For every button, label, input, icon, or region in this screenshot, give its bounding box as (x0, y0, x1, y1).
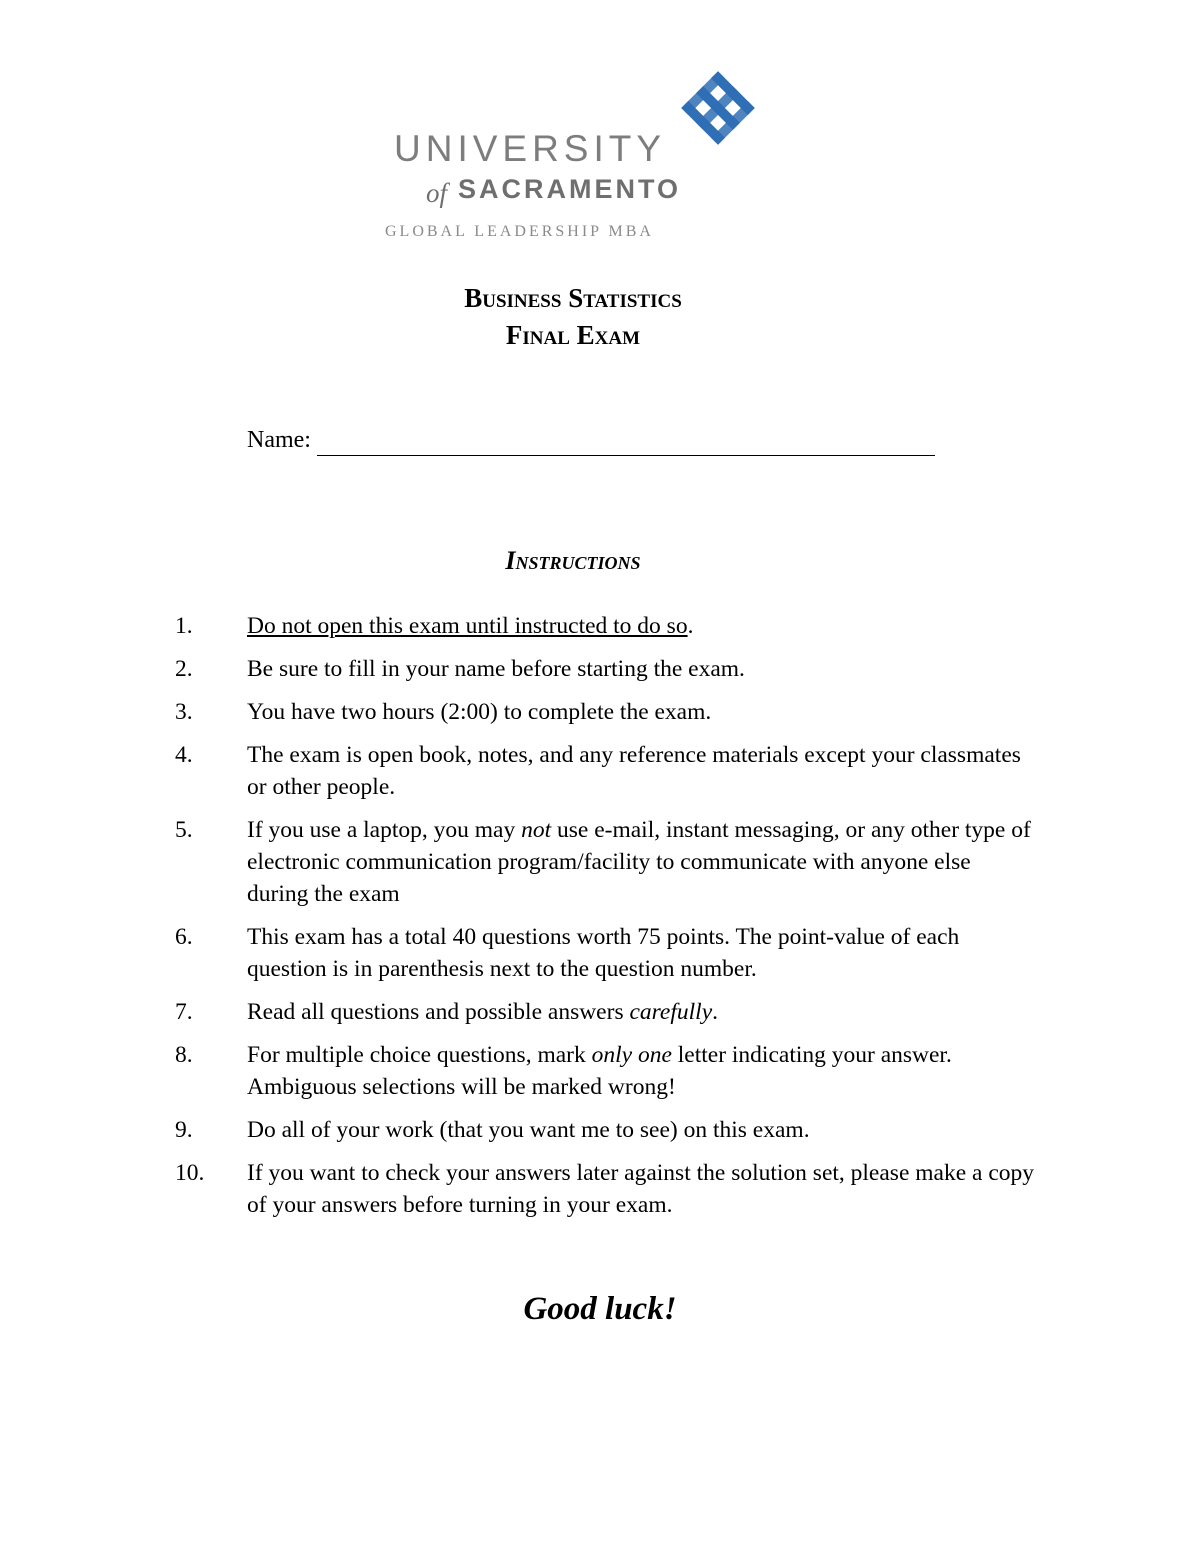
list-item-number: 2. (175, 656, 193, 682)
list-item-text: Be sure to fill in your name before starting the exam. (247, 656, 745, 682)
logo-of-text: of (426, 178, 448, 208)
list-item (0, 1039, 1037, 1103)
list-item (0, 653, 1037, 685)
list-item (0, 696, 1037, 728)
list-item-number: 10. (175, 1160, 205, 1186)
list-item-text: only one (591, 1042, 672, 1068)
course-title: Business Statistics (464, 283, 682, 313)
list-item-text: not (521, 817, 552, 843)
list-item-number: 9. (175, 1117, 193, 1143)
list-item-text: If you use a laptop, you may (247, 817, 522, 843)
logo-university-text: UNIVERSITY (394, 128, 667, 169)
exam-type-title: Final Exam (505, 320, 641, 350)
list-item (0, 1157, 1037, 1221)
instructions-heading: Instructions (505, 546, 641, 575)
list-item (0, 921, 1037, 985)
list-item-text: carefully (629, 999, 713, 1025)
list-item-number: 3. (175, 699, 193, 725)
logo-program-text: GLOBAL LEADERSHIP MBA (385, 223, 654, 240)
list-item-text: The exam is open book, notes, and any reference materials except your classmates or other people. (247, 742, 1021, 800)
name-field-row (247, 424, 935, 456)
woven-square-logo-icon (678, 68, 758, 148)
list-item-text: Do not open this exam until instructed to do so (247, 613, 688, 639)
logo-sacramento-text: SACRAMENTO (458, 174, 682, 204)
list-item-text: This exam has a total 40 questions worth 75 points. The point-value of each question is in parenthesis next to the question number. (247, 924, 960, 982)
university-logo (380, 68, 780, 248)
list-item-text: For multiple choice questions, mark (247, 1042, 592, 1068)
list-item (0, 814, 1037, 910)
list-item-number: 1. (175, 613, 193, 639)
list-item-number: 5. (175, 817, 193, 843)
list-item-number: 7. (175, 999, 193, 1025)
list-item-number: 4. (175, 742, 193, 768)
good-luck-text: Good luck! (523, 1291, 677, 1327)
list-item (0, 739, 1037, 803)
exam-title (0, 280, 1146, 354)
list-item (0, 610, 1037, 642)
list-item-text: You have two hours (2:00) to complete the exam. (247, 699, 712, 725)
list-item-text: . (712, 999, 718, 1025)
list-item-text: Do all of your work (that you want me to see) on this exam. (247, 1117, 810, 1143)
instructions-list (0, 610, 1200, 1232)
name-blank-line[interactable] (317, 429, 935, 456)
list-item-text: use e-mail, instant messaging, or any other type of electronic communication program/facility to communicate with anyone else during the exam (247, 817, 1031, 907)
list-item (0, 1114, 1037, 1146)
list-item-text: letter indicating your answer. Ambiguous selections will be marked wrong! (247, 1042, 952, 1100)
list-item (0, 996, 1037, 1028)
list-item-text: . (687, 613, 694, 639)
list-item-number: 8. (175, 1042, 193, 1068)
list-item-text: If you want to check your answers later against the solution set, please make a copy of your answers before turning in your exam. (247, 1160, 1034, 1218)
list-item-number: 6. (175, 924, 193, 950)
name-label: Name: (247, 427, 311, 453)
list-item-text: Read all questions and possible answers (247, 999, 630, 1025)
